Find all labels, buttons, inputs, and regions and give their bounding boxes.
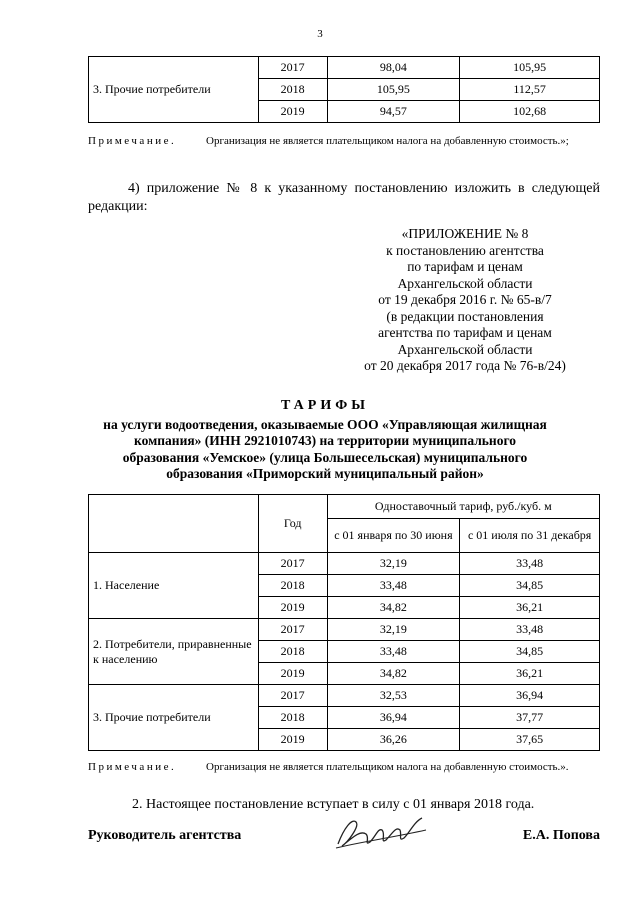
table-row (89, 553, 600, 575)
signature-image (330, 808, 430, 856)
signature-name: Е.А. Попова (522, 828, 600, 843)
value-cell: 33,48 (327, 575, 460, 597)
value-cell: 34,85 (460, 641, 600, 663)
title-line: образования «Приморский муниципальный район» (166, 466, 484, 481)
year-cell: 2018 (258, 707, 327, 729)
value-cell: 37,65 (460, 729, 600, 751)
value-cell: 98,04 (327, 57, 460, 79)
value-cell: 94,57 (327, 101, 460, 123)
paragraph-2: 2. Настоящее постановление вступает в силу с 01 января 2018 года. (132, 797, 535, 812)
note-label: Примечание. (88, 761, 177, 773)
value-cell: 34,85 (460, 575, 600, 597)
page-number: 3 (317, 28, 323, 40)
value-cell: 34,82 (327, 663, 460, 685)
appendix-line: от 19 декабря 2016 г. № 65-в/7 (378, 292, 552, 307)
appendix-line: Архангельской области (397, 341, 533, 357)
group-cell: 1. Население (89, 553, 259, 619)
year-cell: 2019 (258, 729, 327, 751)
group-cell: 2. Потребители, приравненные к населению (89, 619, 259, 685)
value-cell: 112,57 (460, 79, 600, 101)
value-cell: 36,21 (460, 663, 600, 685)
group-cell: 3. Прочие потребители (89, 685, 259, 751)
main-tariff-table (88, 494, 600, 751)
value-cell: 33,48 (460, 553, 600, 575)
value-cell: 105,95 (327, 79, 460, 101)
paragraph-4: 4) приложение № 8 к указанному постановлению изложить в следующей редакции: (88, 181, 600, 214)
year-cell: 2017 (258, 685, 327, 707)
year-cell: 2019 (258, 101, 327, 123)
year-cell: 2017 (258, 57, 327, 79)
note-text: Организация не является плательщиком налога на добавленную стоимость.»; (206, 135, 569, 147)
table-row (89, 57, 600, 79)
value-cell: 33,48 (327, 641, 460, 663)
note-1 (88, 134, 600, 149)
value-cell: 32,53 (327, 685, 460, 707)
year-cell: 2017 (258, 619, 327, 641)
year-cell: 2018 (258, 575, 327, 597)
title-line: образования «Уемское» (улица Большесельская) муниципального (122, 449, 528, 465)
appendix-line: агентства по тарифам и ценам (378, 325, 552, 340)
appendix-line: (в редакции постановления (386, 308, 544, 324)
period-2-header: с 01 июля по 31 декабря (460, 519, 600, 553)
group-cell: 3. Прочие потребители (89, 57, 259, 123)
value-cell: 105,95 (460, 57, 600, 79)
value-cell: 36,94 (460, 685, 600, 707)
period-1-header: с 01 января по 30 июня (327, 519, 460, 553)
appendix-line: по тарифам и ценам (407, 259, 523, 274)
value-cell: 36,94 (327, 707, 460, 729)
title-line: компания» (ИНН 2921010743) на территории муниципального (133, 433, 516, 448)
note-text: Организация не является плательщиком налога на добавленную стоимость.». (206, 761, 569, 773)
value-cell: 34,82 (327, 597, 460, 619)
top-tariff-table (88, 56, 600, 123)
value-cell: 36,26 (327, 729, 460, 751)
header-empty (89, 495, 259, 553)
title-heading: ТАРИФЫ (281, 398, 369, 413)
value-cell: 102,68 (460, 101, 600, 123)
appendix-line: «ПРИЛОЖЕНИЕ № 8 (401, 226, 529, 241)
year-cell: 2018 (258, 79, 327, 101)
year-cell: 2018 (258, 641, 327, 663)
tariffs-title (60, 398, 590, 483)
appendix-line: Архангельской области (397, 275, 533, 291)
year-header: Год (258, 495, 327, 553)
appendix-line: от 20 декабря 2017 года № 76-в/24) (364, 358, 566, 373)
note-label: Примечание. (88, 135, 177, 147)
note-2 (88, 760, 600, 775)
value-cell: 32,19 (327, 553, 460, 575)
value-cell: 37,77 (460, 707, 600, 729)
appendix-header (330, 226, 600, 375)
year-cell: 2019 (258, 663, 327, 685)
appendix-line: к постановлению агентства (386, 242, 544, 258)
year-cell: 2017 (258, 553, 327, 575)
title-line: на услуги водоотведения, оказываемые ООО «Управляющая жилищная (103, 416, 547, 432)
value-cell: 36,21 (460, 597, 600, 619)
tariff-header: Одноставочный тариф, руб./куб. м (327, 495, 599, 519)
value-cell: 33,48 (460, 619, 600, 641)
value-cell: 32,19 (327, 619, 460, 641)
signature-position: Руководитель агентства (88, 828, 242, 843)
year-cell: 2019 (258, 597, 327, 619)
table-row (89, 685, 600, 707)
header-row (89, 495, 600, 519)
table-row (89, 619, 600, 641)
